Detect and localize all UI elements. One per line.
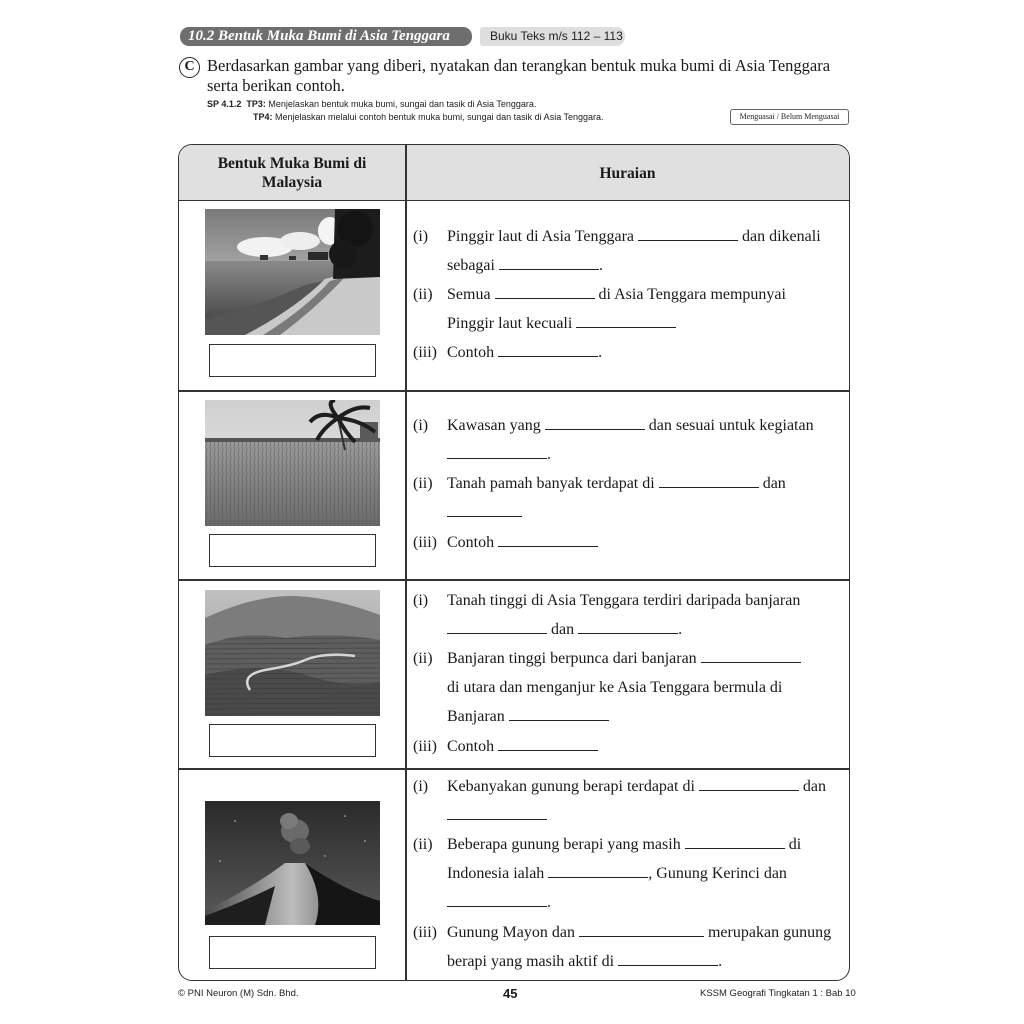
sp-line-1 — [207, 98, 536, 110]
answer-blank[interactable] — [576, 318, 676, 328]
item-number: (ii) — [413, 836, 433, 853]
item-number: (iii) — [413, 344, 437, 361]
footer-book-title: KSSM Geografi Tingkatan 1 : Bab 10 — [700, 988, 856, 999]
item-number: (ii) — [413, 475, 433, 492]
answer-blank[interactable] — [447, 897, 547, 907]
answer-blank[interactable] — [498, 537, 598, 547]
item-number: (i) — [413, 592, 429, 609]
answer-blank[interactable] — [447, 624, 547, 634]
volcano-photo — [205, 801, 380, 925]
sp-line-2 — [253, 111, 604, 123]
tp3-label: TP3: — [246, 99, 266, 109]
paddy-field-photo — [205, 400, 380, 526]
answer-blank[interactable] — [447, 810, 547, 820]
item-text: Contoh — [447, 732, 843, 761]
answer-blank[interactable] — [685, 839, 785, 849]
answer-blank[interactable] — [579, 927, 704, 937]
landform-answer-box[interactable] — [209, 724, 376, 757]
row-divider — [179, 768, 849, 770]
answer-blank[interactable] — [509, 711, 609, 721]
highland-photo — [205, 590, 380, 716]
footer-publisher: © PNI Neuron (M) Sdn. Bhd. — [178, 988, 299, 999]
mastery-box[interactable]: Menguasai / Belum Menguasai — [730, 109, 849, 125]
item-text: Kebanyakan gunung berapi terdapat di dan — [447, 772, 843, 830]
item-text: Beberapa gunung berapi yang masih di Indonesia ialah , Gunung Kerinci dan . — [447, 836, 802, 911]
answer-blank[interactable] — [578, 624, 678, 634]
item-text: Tanah pamah banyak terdapat di dan — [447, 469, 843, 527]
tp4-text: Menjelaskan melalui contoh bentuk muka bumi, sungai dan tasik di Asia Tenggara. — [275, 112, 604, 122]
answer-blank[interactable] — [498, 741, 598, 751]
beach-photo — [205, 209, 380, 335]
row-divider — [179, 579, 849, 581]
item-number: (iii) — [413, 738, 437, 755]
answer-blank[interactable] — [659, 478, 759, 488]
item-text: Kawasan yang dan sesuai untuk kegiatan . — [447, 417, 814, 463]
item-text: Semua di Asia Tenggara mempunyai Pinggir laut kecuali — [447, 286, 786, 332]
item-text: Banjaran tinggi berpunca dari banjaran di utara dan menganjur ke Asia Tenggara bermula di Banjaran — [447, 644, 843, 731]
item-number: (ii) — [413, 650, 433, 667]
answer-blank[interactable] — [499, 260, 599, 270]
section-title: 10.2 Bentuk Muka Bumi di Asia Tenggara — [180, 27, 472, 46]
answer-blank[interactable] — [638, 231, 738, 241]
answer-blank[interactable] — [699, 781, 799, 791]
col-header-description: Huraian — [599, 164, 656, 182]
row-divider — [179, 390, 849, 392]
landform-answer-box[interactable] — [209, 534, 376, 567]
landform-answer-box[interactable] — [209, 344, 376, 377]
question-letter-badge: C — [179, 57, 200, 78]
landform-answer-box[interactable] — [209, 936, 376, 969]
sp-code: SP 4.1.2 — [207, 99, 242, 109]
answer-blank[interactable] — [545, 420, 645, 430]
item-number: (i) — [413, 778, 429, 795]
answer-blank[interactable] — [447, 507, 522, 517]
answer-blank[interactable] — [618, 956, 718, 966]
item-text: Contoh — [447, 528, 843, 557]
tp4-label: TP4: — [253, 112, 273, 122]
table-header — [179, 145, 849, 201]
item-text: Tanah tinggi di Asia Tenggara terdiri daripada banjaran dan . — [447, 592, 801, 638]
answer-blank[interactable] — [495, 289, 595, 299]
page-number: 45 — [503, 986, 518, 1001]
item-number: (i) — [413, 228, 429, 245]
item-text: Contoh . — [447, 344, 603, 361]
answer-blank[interactable] — [701, 653, 801, 663]
answer-blank[interactable] — [447, 449, 547, 459]
item-number: (ii) — [413, 286, 433, 303]
item-number: (iii) — [413, 534, 437, 551]
col-header-landform: Bentuk Muka Bumi di Malaysia — [217, 155, 367, 191]
question-text: Berdasarkan gambar yang diberi, nyatakan dan terangkan bentuk muka bumi di Asia Tenggara serta berikan contoh. — [207, 56, 831, 95]
item-number: (iii) — [413, 924, 437, 941]
item-text: Pinggir laut di Asia Tenggara dan dikenali sebagai . — [447, 228, 821, 274]
tp3-text: Menjelaskan bentuk muka bumi, sungai dan tasik di Asia Tenggara. — [268, 99, 537, 109]
landform-table — [178, 144, 850, 981]
answer-blank[interactable] — [548, 868, 648, 878]
item-text: Gunung Mayon dan merupakan gunung berapi yang masih aktif di . — [447, 924, 832, 970]
answer-blank[interactable] — [498, 347, 598, 357]
textbook-reference: Buku Teks m/s 112 – 113 — [480, 27, 625, 46]
column-divider — [405, 145, 407, 980]
item-number: (i) — [413, 417, 429, 434]
